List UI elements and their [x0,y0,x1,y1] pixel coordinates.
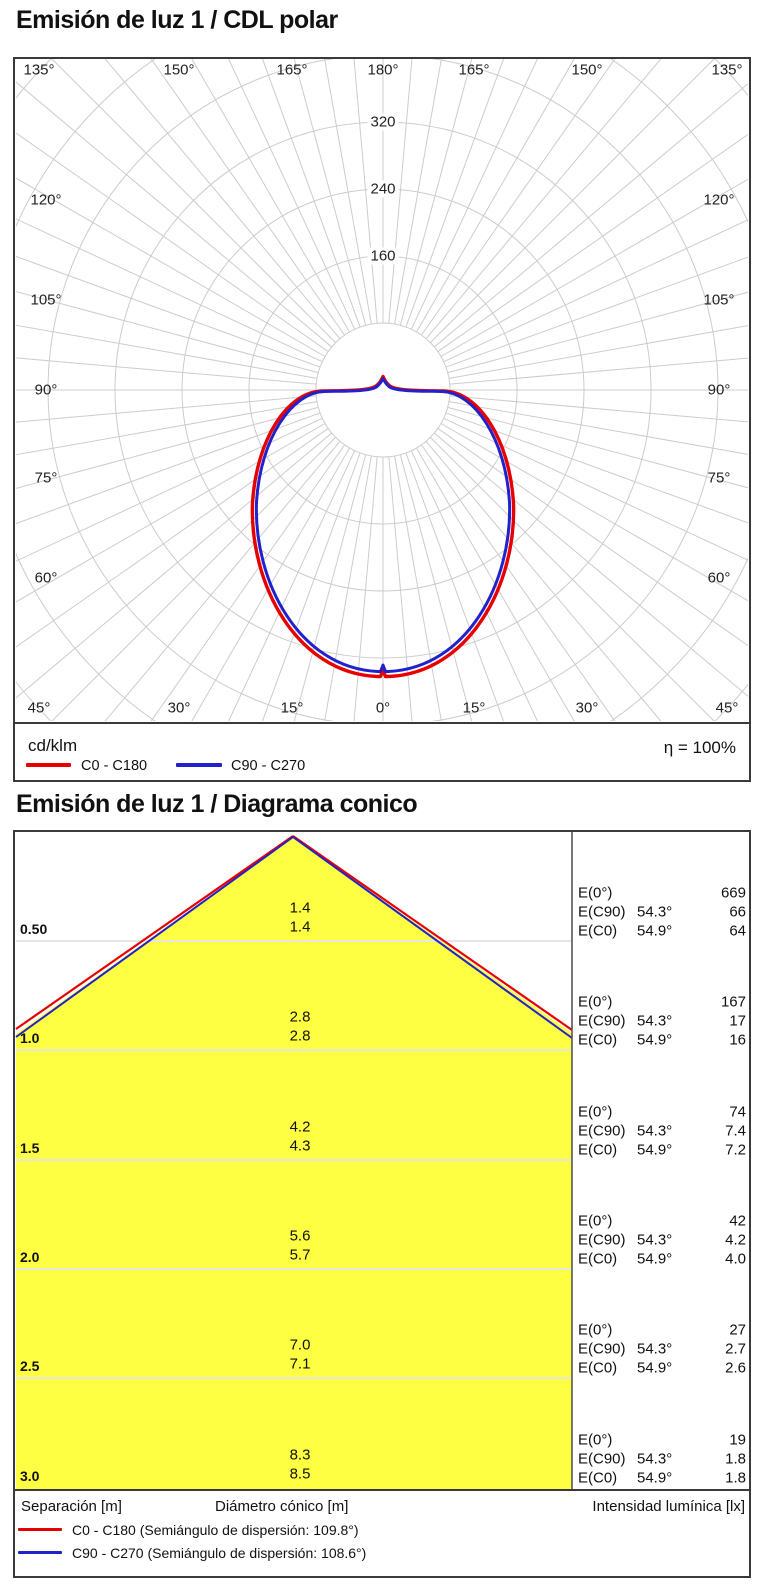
polar-angle-label-bottom: 30° [575,699,599,717]
illuminance-e0-label: E(0°) [578,1103,613,1121]
cone-diameter-c90-value: 1.4 [289,899,311,917]
polar-legend-label-c0: C0 - C180 [81,758,148,774]
polar-angle-label-top: 180° [367,61,399,79]
polar-angle-label-left: 75° [34,469,58,487]
semiangle-c90-value: 54.3° [637,1122,673,1140]
polar-angle-label-top: 135° [23,61,55,79]
cone-diameter-c0-value: 2.8 [289,1027,311,1045]
illuminance-ec90-label: E(C90) [578,1340,626,1358]
cone-diameter-c90-value: 4.2 [289,1118,311,1136]
polar-angle-label-right: 90° [707,381,731,399]
semiangle-c90-value: 54.3° [637,903,673,921]
illuminance-ec0-label: E(C0) [578,1469,618,1487]
semiangle-c0-value: 54.9° [637,1469,673,1487]
illuminance-e0-label: E(0°) [578,993,613,1011]
illuminance-ec90-value: 1.8 [725,1450,746,1468]
illuminance-ec0-value: 16 [729,1031,746,1049]
semiangle-c0-value: 54.9° [637,1031,673,1049]
polar-angle-label-top: 150° [163,61,195,79]
polar-angle-label-right: 120° [703,191,735,209]
polar-angle-label-left: 105° [30,291,62,309]
illuminance-e0-value: 669 [720,884,746,902]
semiangle-c0-value: 54.9° [637,1359,673,1377]
illuminance-ec90-label: E(C90) [578,1231,626,1249]
illuminance-ec90-value: 7.4 [725,1122,746,1140]
semiangle-c0-value: 54.9° [637,922,673,940]
legend-line-c90-cone-icon [18,1551,62,1554]
illuminance-ec0-value: 4.0 [725,1250,746,1268]
polar-angle-label-left: 120° [30,191,62,209]
polar-angle-label-top: 165° [276,61,308,79]
polar-angle-label-right: 60° [707,569,731,587]
illuminance-ec90-value: 4.2 [725,1231,746,1249]
semiangle-c90-value: 54.3° [637,1231,673,1249]
cone-diameter-c90-value: 8.3 [289,1446,311,1464]
illuminance-ec90-label: E(C90) [578,1450,626,1468]
illuminance-ec90-label: E(C90) [578,1012,626,1030]
legend-line-c0-cone-icon [18,1528,62,1531]
cone-diameter-c0-value: 4.3 [289,1137,311,1155]
polar-chart-title: Emisión de luz 1 / CDL polar [16,6,338,34]
polar-unit-label: cd/klm [28,736,78,755]
polar-angle-label-bottom: 15° [280,699,304,717]
illuminance-e0-value: 74 [729,1103,746,1121]
polar-angle-label-left: 60° [34,569,58,587]
footer-intensity-label: Intensidad lumínica [lx] [592,1498,745,1515]
footer-separation-label: Separación [m] [21,1498,122,1515]
illuminance-ec0-value: 7.2 [725,1141,746,1159]
cone-separation-label: 2.0 [20,1249,40,1265]
polar-legend-separator [13,722,751,724]
illuminance-ec0-label: E(C0) [578,1031,618,1049]
polar-angle-label-top: 165° [458,61,490,79]
polar-radial-tick-label: 240 [367,181,398,198]
cone-separation-label: 3.0 [20,1468,40,1484]
polar-grid [15,59,749,722]
cone-separation-label: 1.0 [20,1030,40,1046]
semiangle-c90-value: 54.3° [637,1012,673,1030]
legend-line-c90-icon [176,763,222,767]
semiangle-c0-value: 54.9° [637,1250,673,1268]
illuminance-ec90-value: 66 [729,903,746,921]
polar-angle-label-top: 150° [571,61,603,79]
polar-radial-tick-label: 160 [367,248,398,265]
polar-angle-label-left: 90° [34,381,58,399]
illuminance-ec0-value: 64 [729,922,746,940]
illuminance-e0-label: E(0°) [578,1431,613,1449]
polar-angle-label-bottom: 30° [167,699,191,717]
illuminance-e0-value: 42 [729,1212,746,1230]
illuminance-e0-label: E(0°) [578,884,613,902]
cone-diameter-c90-value: 5.6 [289,1227,311,1245]
illuminance-ec90-value: 17 [729,1012,746,1030]
polar-angle-label-right: 105° [703,291,735,309]
polar-angle-label-bottom: 45° [27,699,51,717]
illuminance-ec90-label: E(C90) [578,1122,626,1140]
cone-diameter-c0-value: 5.7 [289,1246,311,1264]
cone-diameter-c90-value: 2.8 [289,1008,311,1026]
cone-chart-title: Emisión de luz 1 / Diagrama conico [16,790,418,818]
polar-efficiency-label: η = 100% [663,738,736,757]
polar-angle-label-top: 135° [711,61,743,79]
illuminance-e0-value: 167 [720,993,746,1011]
illuminance-e0-value: 19 [729,1431,746,1449]
illuminance-ec90-value: 2.7 [725,1340,746,1358]
polar-legend-label-c90: C90 - C270 [231,758,306,774]
illuminance-ec0-value: 1.8 [725,1469,746,1487]
footer-diameter-label: Diámetro cónico [m] [215,1498,349,1515]
cone-separation-label: 0.50 [20,921,48,937]
illuminance-ec90-label: E(C90) [578,903,626,921]
illuminance-ec0-label: E(C0) [578,922,618,940]
polar-angle-label-right: 75° [707,469,731,487]
semiangle-c0-value: 54.9° [637,1141,673,1159]
polar-radial-tick-label: 320 [367,114,398,131]
polar-angle-label-bottom: 15° [462,699,486,717]
polar-angle-label-bottom: 45° [715,699,739,717]
cone-diameter-c90-value: 7.0 [289,1336,311,1354]
illuminance-ec0-value: 2.6 [725,1359,746,1377]
cone-diameter-c0-value: 7.1 [289,1355,311,1373]
semiangle-c90-value: 54.3° [637,1340,673,1358]
illuminance-ec0-label: E(C0) [578,1359,618,1377]
illuminance-e0-value: 27 [729,1321,746,1339]
legend-line-c0-icon [26,763,71,767]
semiangle-c90-value: 54.3° [637,1450,673,1468]
polar-chart-canvas [15,59,749,722]
cone-diameter-c0-value: 8.5 [289,1465,311,1483]
cone-legend-label-c90: C90 - C270 (Semiángulo de dispersión: 108.6°) [72,1545,367,1561]
illuminance-ec0-label: E(C0) [578,1141,618,1159]
cone-diameter-c0-value: 1.4 [289,918,311,936]
illuminance-e0-label: E(0°) [578,1212,613,1230]
illuminance-e0-label: E(0°) [578,1321,613,1339]
cone-separation-label: 1.5 [20,1140,40,1156]
polar-angle-label-bottom: 0° [375,699,391,717]
cone-separation-label: 2.5 [20,1358,40,1374]
cone-legend-label-c0: C0 - C180 (Semiángulo de dispersión: 109.8°) [72,1522,359,1538]
cone-footer-separator [13,1489,751,1491]
illuminance-ec0-label: E(C0) [578,1250,618,1268]
